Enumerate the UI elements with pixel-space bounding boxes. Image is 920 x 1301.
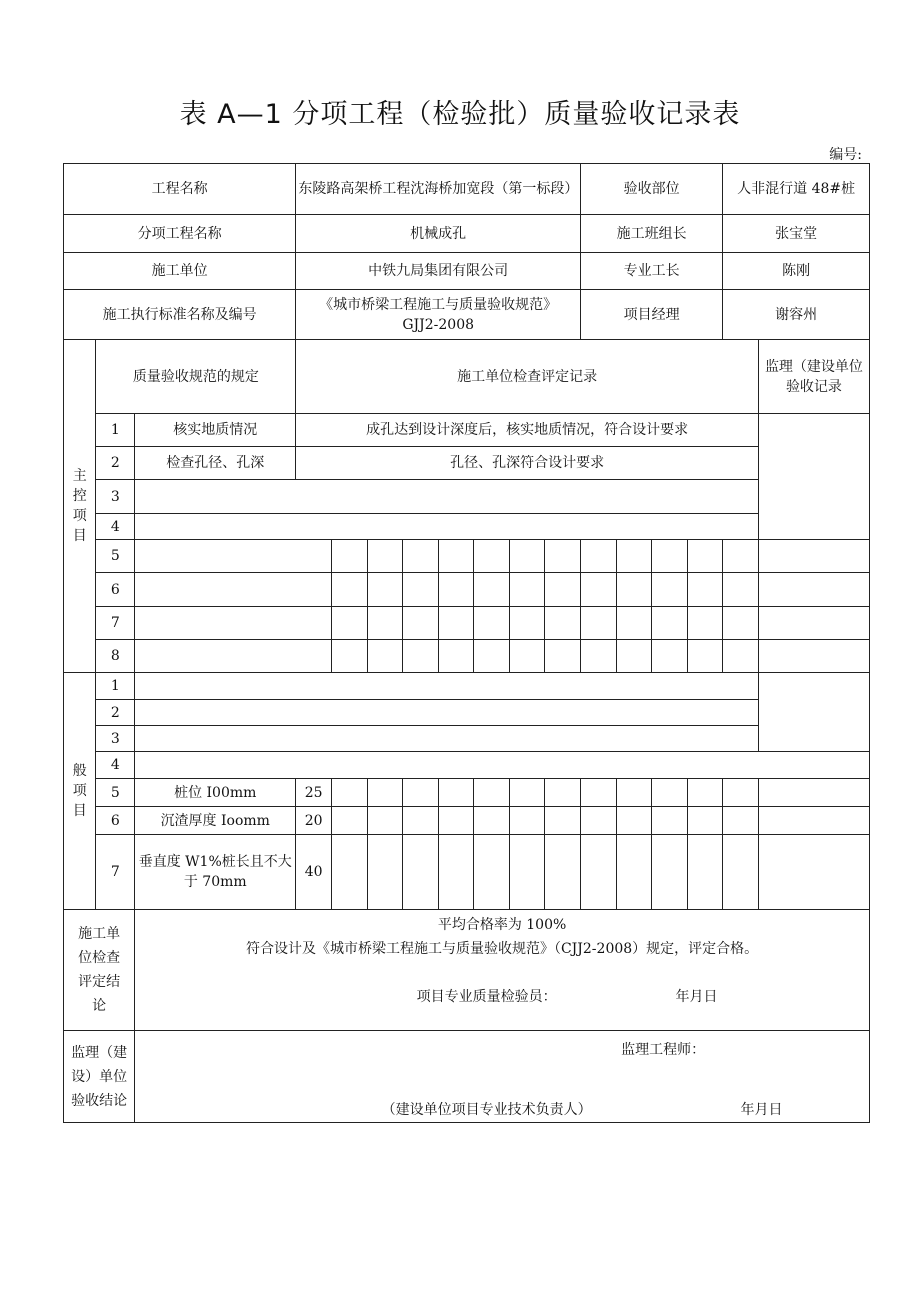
grid-cell	[580, 779, 616, 807]
pm-label: 项目经理	[580, 290, 722, 340]
main-row-record: 成孔达到设计深度后，核实地质情况，符合设计要求	[296, 414, 759, 447]
contractor-conclusion-label: 施工单 位检查 评定结 论	[64, 910, 135, 1031]
grid-cell	[687, 835, 723, 910]
general-row-value: 20	[296, 807, 332, 835]
grid-cell	[616, 807, 652, 835]
general-row-item: 沉渣厚度 Ioomm	[135, 807, 296, 835]
grid-cell	[723, 835, 759, 910]
main-row-no: 6	[96, 573, 135, 607]
grid-cell	[652, 779, 688, 807]
main-row-no: 8	[96, 640, 135, 673]
grid-cell	[580, 835, 616, 910]
grid-cell	[580, 540, 616, 573]
general-row-no: 1	[96, 673, 135, 700]
grid-cell	[367, 779, 403, 807]
grid-cell	[545, 779, 581, 807]
grid-cell	[438, 835, 474, 910]
grid-cell	[545, 640, 581, 673]
main-row-item: 检查孔径、孔深	[135, 447, 296, 480]
main-supervision-cell	[758, 414, 869, 540]
general-row-value: 25	[296, 779, 332, 807]
grid-cell	[758, 779, 869, 807]
team-leader-value: 张宝堂	[723, 215, 870, 253]
acceptance-part-value: 人非混行道 48#桩	[723, 164, 870, 215]
grid-cell	[509, 779, 545, 807]
grid-cell	[545, 573, 581, 607]
spec-column-header: 质量验收规范的规定	[96, 340, 296, 414]
grid-cell	[723, 607, 759, 640]
grid-cell	[545, 835, 581, 910]
contractor-conclusion-body	[135, 910, 870, 1031]
general-row-no: 6	[96, 807, 135, 835]
grid-cell	[545, 540, 581, 573]
general-row-no: 3	[96, 726, 135, 752]
main-grid-row	[64, 540, 870, 573]
contractor-label: 施工单位	[64, 253, 296, 290]
grid-cell	[723, 640, 759, 673]
grid-cell	[723, 573, 759, 607]
grid-cell	[135, 573, 332, 607]
general-row-item: 垂直度 W1%桩长且不大于 70mm	[135, 835, 296, 910]
main-row-no: 7	[96, 607, 135, 640]
grid-cell	[403, 835, 439, 910]
grid-cell	[616, 607, 652, 640]
grid-cell	[758, 807, 869, 835]
standard-label: 施工执行标准名称及编号	[64, 290, 296, 340]
standard-value-line1: 《城市桥梁工程施工与质量验收规范》	[319, 296, 558, 313]
grid-cell	[758, 607, 869, 640]
main-row-no: 4	[96, 514, 135, 540]
general-row-item: 桩位 I00mm	[135, 779, 296, 807]
contractor-date: 年月日	[675, 989, 718, 1005]
grid-cell	[474, 807, 510, 835]
grid-cell	[438, 540, 474, 573]
main-grid-row	[64, 573, 870, 607]
grid-cell	[438, 779, 474, 807]
standard-value-line2: GJJ2-2008	[402, 316, 475, 333]
grid-cell	[474, 607, 510, 640]
grid-cell	[331, 779, 367, 807]
subitem-label: 分项工程名称	[64, 215, 296, 253]
grid-cell	[652, 540, 688, 573]
supervision-engineer-label: 监理工程师：	[621, 1042, 706, 1058]
grid-cell	[652, 807, 688, 835]
team-leader-label: 施工班组长	[580, 215, 722, 253]
grid-cell	[580, 573, 616, 607]
grid-cell	[616, 540, 652, 573]
foreman-label: 专业工长	[580, 253, 722, 290]
grid-cell	[616, 640, 652, 673]
main-grid-row	[64, 607, 870, 640]
grid-cell	[652, 640, 688, 673]
main-row-record: 孔径、孔深符合设计要求	[296, 447, 759, 480]
grid-cell	[367, 835, 403, 910]
pm-value: 谢容州	[723, 290, 870, 340]
foreman-value: 陈刚	[723, 253, 870, 290]
conformity-line: 符合设计及《城市桥梁工程施工与质量验收规范》（CJJ2-2008）规定，评定合格。	[245, 941, 759, 957]
grid-cell	[474, 835, 510, 910]
general-row-value: 40	[296, 835, 332, 910]
grid-cell	[687, 807, 723, 835]
grid-cell	[509, 573, 545, 607]
supervision-date: 年月日	[740, 1102, 783, 1118]
grid-cell	[403, 573, 439, 607]
grid-cell	[545, 607, 581, 640]
grid-cell	[616, 779, 652, 807]
grid-cell	[367, 573, 403, 607]
form-number-label: 编号:	[829, 147, 862, 163]
grid-cell	[545, 807, 581, 835]
general-label: 般 项 目	[64, 673, 96, 910]
grid-cell	[403, 607, 439, 640]
grid-cell	[474, 779, 510, 807]
grid-cell	[758, 540, 869, 573]
grid-cell	[687, 779, 723, 807]
grid-cell	[438, 573, 474, 607]
grid-cell	[687, 607, 723, 640]
general-row-empty	[135, 726, 759, 752]
grid-cell	[723, 807, 759, 835]
grid-cell	[135, 540, 332, 573]
owner-representative-label: （建设单位项目专业技术负责人）	[381, 1102, 592, 1118]
main-row-no: 5	[96, 540, 135, 573]
grid-cell	[509, 540, 545, 573]
main-control-label: 主 控 项 目	[64, 340, 96, 673]
main-row-empty	[135, 480, 759, 514]
grid-cell	[758, 573, 869, 607]
general-row-no: 4	[96, 752, 135, 779]
grid-cell	[367, 807, 403, 835]
grid-cell	[687, 540, 723, 573]
grid-cell	[580, 807, 616, 835]
main-row-no: 2	[96, 447, 135, 480]
grid-cell	[509, 835, 545, 910]
grid-cell	[580, 607, 616, 640]
grid-cell	[331, 640, 367, 673]
main-row-item: 核实地质情况	[135, 414, 296, 447]
grid-cell	[135, 640, 332, 673]
main-grid-row	[64, 640, 870, 673]
grid-cell	[758, 640, 869, 673]
supervision-conclusion-label: 监理（建 设）单位 验收结论	[64, 1031, 135, 1123]
grid-cell	[758, 835, 869, 910]
grid-cell	[367, 607, 403, 640]
grid-cell	[403, 640, 439, 673]
inspector-label: 项目专业质量检验员：	[416, 989, 557, 1005]
general-row-empty	[135, 673, 759, 700]
grid-cell	[403, 540, 439, 573]
grid-cell	[474, 540, 510, 573]
subitem-value: 机械成孔	[296, 215, 581, 253]
pass-rate-line: 平均合格率为 100%	[437, 917, 567, 933]
grid-cell	[331, 807, 367, 835]
grid-cell	[474, 573, 510, 607]
grid-cell	[438, 607, 474, 640]
main-row-no: 1	[96, 414, 135, 447]
main-row-no: 3	[96, 480, 135, 514]
standard-value	[296, 290, 581, 340]
grid-cell	[509, 607, 545, 640]
grid-cell	[723, 540, 759, 573]
general-row-empty	[135, 700, 759, 726]
grid-cell	[652, 835, 688, 910]
grid-cell	[438, 640, 474, 673]
acceptance-part-label: 验收部位	[580, 164, 722, 215]
grid-cell	[509, 640, 545, 673]
grid-cell	[331, 573, 367, 607]
grid-cell	[331, 607, 367, 640]
grid-cell	[616, 573, 652, 607]
grid-cell	[135, 607, 332, 640]
contractor-value: 中铁九局集团有限公司	[296, 253, 581, 290]
grid-cell	[616, 835, 652, 910]
record-column-header: 施工单位检查评定记录	[296, 340, 759, 414]
general-row-no: 7	[96, 835, 135, 910]
grid-cell	[331, 835, 367, 910]
grid-cell	[403, 807, 439, 835]
grid-cell	[474, 640, 510, 673]
project-name-label: 工程名称	[64, 164, 296, 215]
main-row-empty	[135, 514, 759, 540]
grid-cell	[652, 573, 688, 607]
form-title: 表 A—1 分项工程（检验批）质量验收记录表	[179, 99, 741, 130]
supervision-conclusion-body	[135, 1031, 870, 1123]
grid-cell	[687, 573, 723, 607]
general-supervision-cell	[758, 673, 869, 752]
general-row-no: 5	[96, 779, 135, 807]
grid-cell	[723, 779, 759, 807]
supervision-column-header: 监理（建设单位验收记录	[758, 340, 869, 414]
general-row-no: 2	[96, 700, 135, 726]
grid-cell	[580, 640, 616, 673]
grid-cell	[652, 607, 688, 640]
grid-cell	[687, 640, 723, 673]
grid-cell	[509, 807, 545, 835]
grid-cell	[331, 540, 367, 573]
grid-cell	[367, 540, 403, 573]
grid-cell	[403, 779, 439, 807]
acceptance-record-table	[63, 163, 870, 1123]
project-name-value: 东陵路高架桥工程沈海桥加宽段（第一标段）	[296, 164, 581, 215]
grid-cell	[438, 807, 474, 835]
grid-cell	[367, 640, 403, 673]
general-row-empty	[135, 752, 870, 779]
